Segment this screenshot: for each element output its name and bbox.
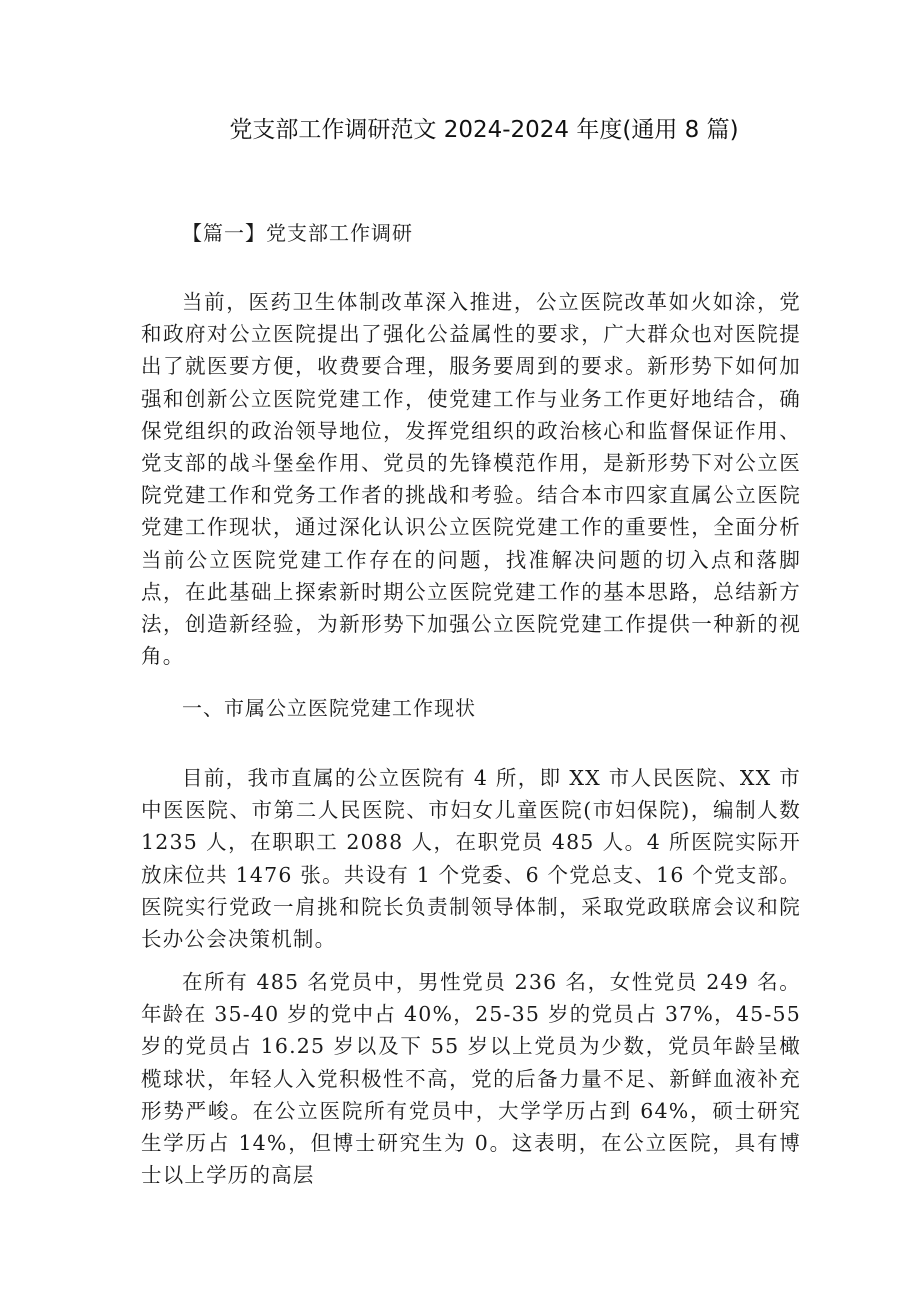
paragraph-block bbox=[141, 966, 801, 1191]
body-paragraph: 当前，医药卫生体制改革深入推进，公立医院改革如火如涂，党和政府对公立医院提出了强化公益属性的要求，广大群众也对医院提出了就医要方便，收费要合理，服务要周到的要求。新形势下如何加强和创新公立医院党建工作，使党建工作与业务工作更好地结合，确保党组织的政治领导地位，发挥党组织的政治核心和监督保证作用、党支部的战斗堡垒作用、党员的先锋模范作用，是新形势下对公立医院党建工作和党务工作者的挑战和考验。结合本市四家直属公立医院党建工作现状，通过深化认识公立医院党建工作的重要性，全面分析当前公立医院党建工作存在的问题，找准解决问题的切入点和落脚点，在此基础上探索新时期公立医院党建工作的基本思路，总结新方法，创造新经验，为新形势下加强公立医院党建工作提供一种新的视角。 bbox=[141, 290, 801, 669]
body-paragraph: 在所有 485 名党员中，男性党员 236 名，女性党员 249 名。年龄在 35-40 岁的党中占 40%，25-35 岁的党员占 37%，45-55 岁的党员占 16.25 岁以及下 55 岁以上党员为少数，党员年龄呈橄榄球状，年轻人入党积极性不高，党的后备力量不足、新鲜血液补充形势严峻。在公立医院所有党员中，大学学历占到 64%，硕士研究生学历占 14%，但博士研究生为 0。这表明，在公立医院，具有博士以上学历的高层 bbox=[141, 970, 801, 1188]
paragraph-block bbox=[141, 762, 801, 955]
document-title: 党支部工作调研范文 2024-2024 年度(通用 8 篇) bbox=[229, 117, 739, 143]
body-paragraph: 目前，我市直属的公立医院有 4 所，即 XX 市人民医院、XX 市中医医院、市第二人民医院、市妇女儿童医院(市妇保院)，编制人数 1235 人，在职职工 2088 人，在职党员 485 人。4 所医院实际开放床位共 1476 张。共设有 1 个党委、6 个党总支、16 个党支部。医院实行党政一肩挑和院长负责制领导体制，采取党政联席会议和院长办公会决策机制。 bbox=[141, 766, 801, 952]
section-heading: 【篇一】党支部工作调研 bbox=[182, 221, 413, 245]
paragraph-block bbox=[141, 286, 801, 672]
subheading: 一、市属公立医院党建工作现状 bbox=[182, 696, 476, 720]
